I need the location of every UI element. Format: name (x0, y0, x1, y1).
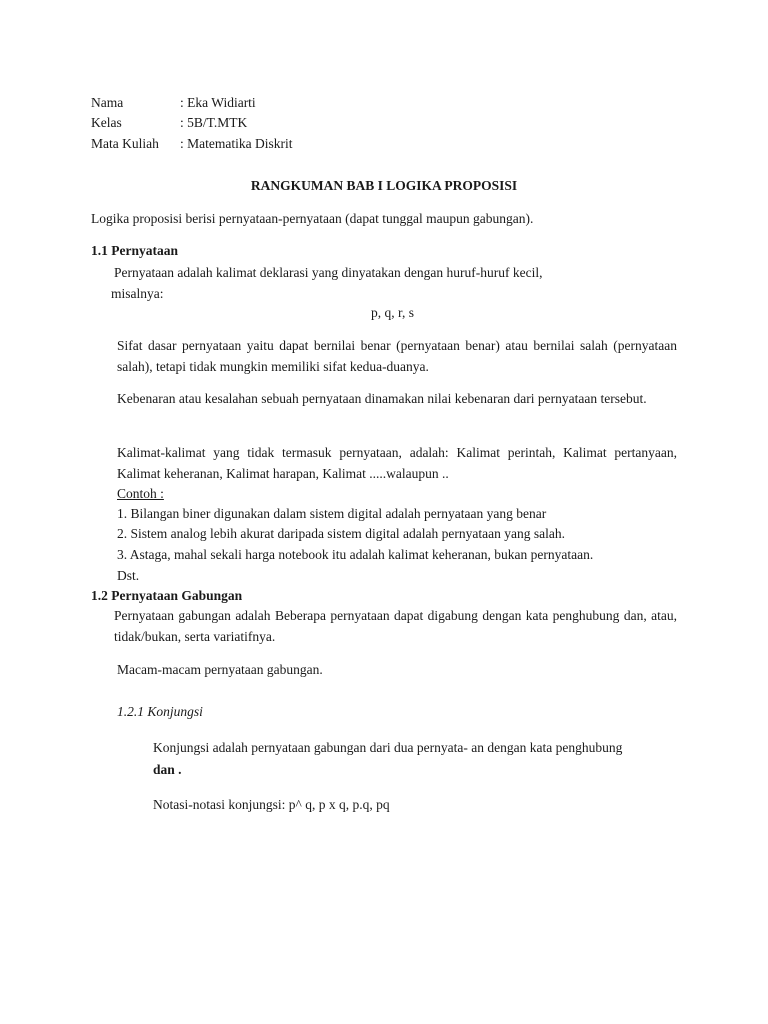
name-label: Nama (91, 95, 124, 110)
konjungsi-notation (153, 794, 390, 815)
example-item-1: 1. Bilangan biner digunakan dalam sistem digital adalah pernyataan yang benar (117, 506, 547, 521)
example-item-3: 3. Astaga, mahal sekali harga notebook itu adalah kalimat keheranan, bukan pernyataan. (117, 547, 594, 562)
example-label: Contoh : (117, 486, 164, 501)
notation-label: Notasi-notasi konjungsi: (153, 797, 289, 812)
course-value: : Matematika Diskrit (180, 136, 293, 151)
class-label: Kelas (91, 115, 122, 130)
definition-line-1: Pernyataan adalah kalimat deklarasi yang dinyatakan dengan huruf-huruf kecil, (114, 265, 543, 280)
paragraph-gabungan-definition: Pernyataan gabungan adalah Beberapa pernyataan dapat digabung dengan kata penghubung dan, atau, tidak/bukan, serta variatifnya. (114, 608, 677, 644)
konjungsi-keyword: dan . (153, 762, 182, 777)
name-value: : Eka Widiarti (180, 95, 256, 110)
document-title: RANGKUMAN BAB I LOGIKA PROPOSISI (250, 178, 518, 193)
intro-paragraph: Logika proposisi berisi pernyataan-pernyataan (dapat tunggal maupun gabungan). (91, 211, 534, 226)
paragraph-macam-gabungan: Macam-macam pernyataan gabungan. (117, 662, 323, 677)
example-item-2: 2. Sistem analog lebih akurat daripada sistem digital adalah pernyataan yang salah. (117, 526, 565, 541)
section-heading-pernyataan: 1.1 Pernyataan (91, 243, 178, 258)
paragraph-nilai-kebenaran: Kebenaran atau kesalahan sebuah pernyataan dinamakan nilai kebenaran dari pernyataan tersebut. (117, 391, 647, 406)
dst-text: Dst. (117, 568, 140, 583)
paragraph-bukan-pernyataan: Kalimat-kalimat yang tidak termasuk pernyataan, adalah: Kalimat perintah, Kalimat pertanyaan, Kalimat keheranan, Kalimat harapan, Kalimat .....walaupun .. (117, 445, 677, 481)
course-label: Mata Kuliah (91, 136, 159, 151)
section-heading-gabungan: 1.2 Pernyataan Gabungan (91, 588, 243, 603)
definition-line-2: misalnya: (111, 286, 164, 301)
class-value: : 5B/T.MTK (180, 115, 248, 130)
notation-value: p^ q, p x q, p.q, pq (288, 797, 390, 812)
paragraph-sifat-dasar: Sifat dasar pernyataan yaitu dapat bernilai benar (pernyataan benar) atau bernilai salah (pernyataan salah), tetapi tidak mungkin memiliki sifat kedua-duanya. (117, 338, 677, 374)
example-variables: p, q, r, s (371, 305, 414, 320)
subsection-heading-konjungsi: 1.2.1 Konjungsi (117, 704, 203, 719)
konjungsi-definition-line: Konjungsi adalah pernyataan gabungan dari dua pernyata- an dengan kata penghubung (153, 740, 623, 755)
